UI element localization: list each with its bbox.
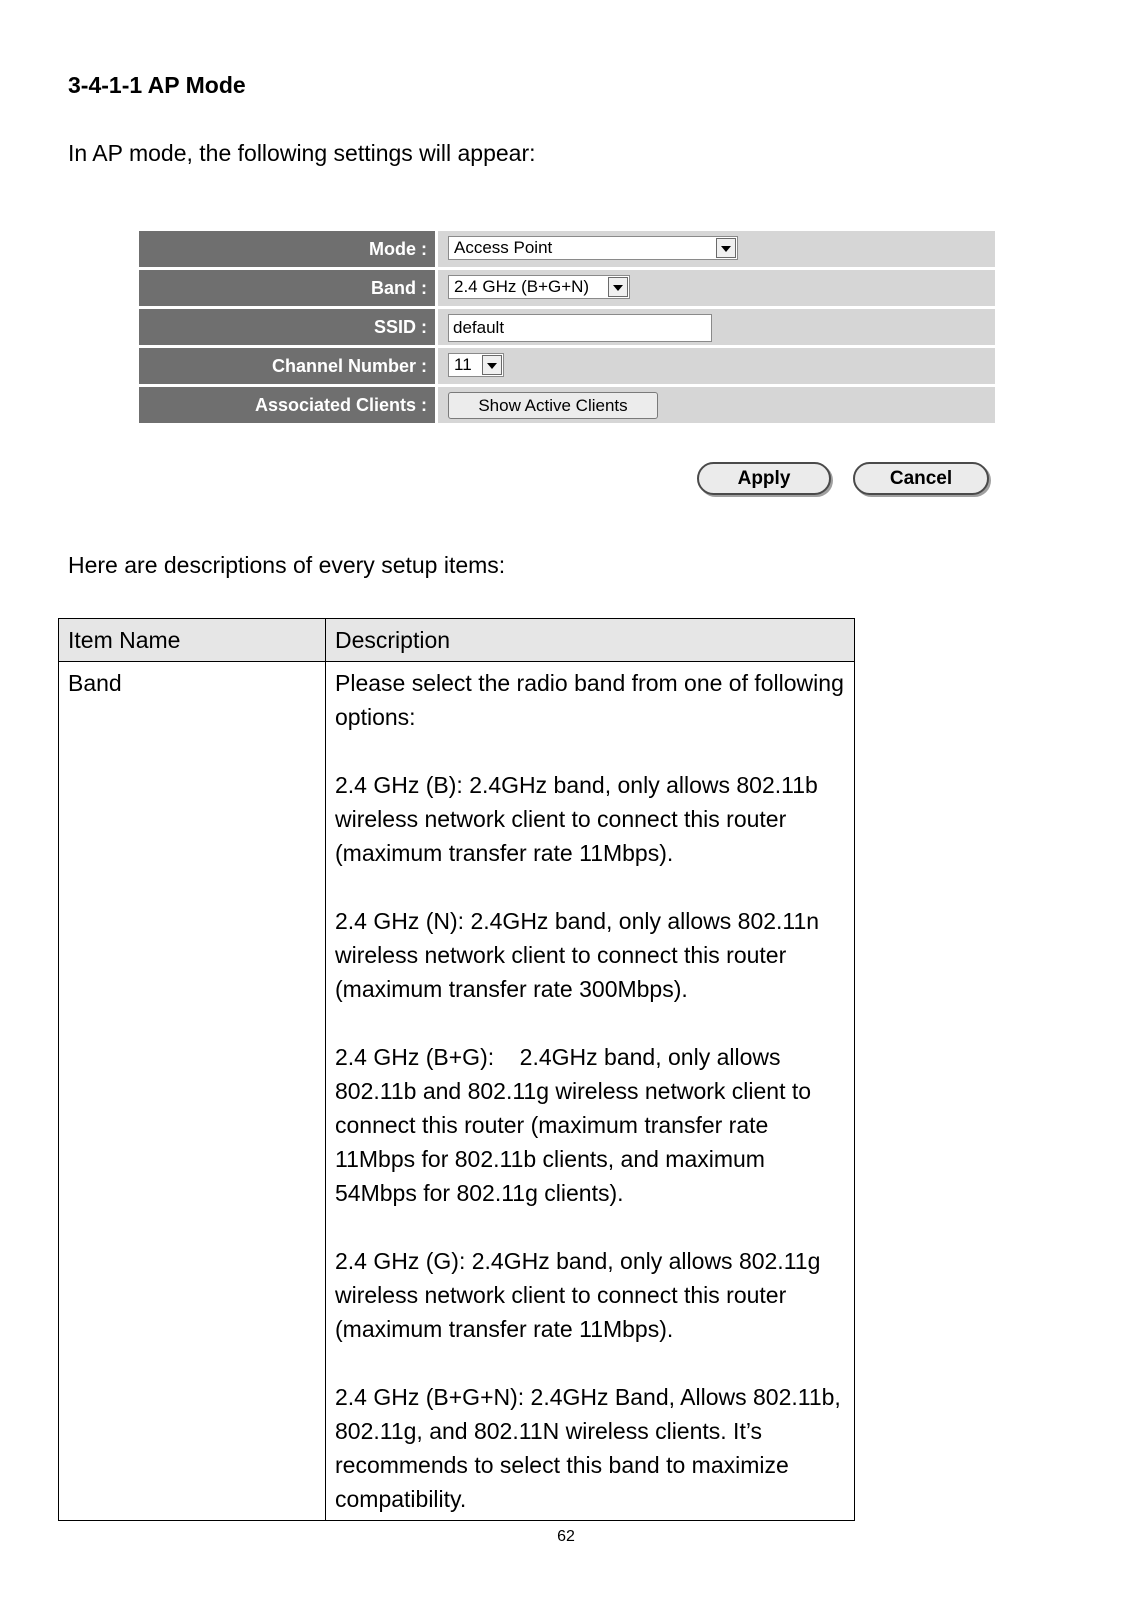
mode-select-value: Access Point <box>454 238 553 257</box>
chevron-down-icon <box>608 277 628 297</box>
description-paragraph: 2.4 GHz (B): 2.4GHz band, only allows 802.11b wireless network client to connect this router (maximum transfer rate 11Mbps). <box>335 772 818 866</box>
clients-label: Associated Clients : <box>139 387 435 423</box>
channel-select-value: 11 <box>454 355 472 374</box>
description-table <box>58 618 855 1521</box>
mode-row <box>139 231 995 267</box>
header-item-name: Item Name <box>59 619 326 662</box>
description-paragraph: 2.4 GHz (N): 2.4GHz band, only allows 802.11n wireless network client to connect this router (maximum transfer rate 300Mbps). <box>335 908 820 1002</box>
cancel-button[interactable]: Cancel <box>853 462 989 495</box>
row-description <box>326 662 855 1521</box>
ssid-input[interactable]: default <box>448 314 712 342</box>
band-select[interactable] <box>448 275 630 299</box>
page-number: 62 <box>557 1528 575 1545</box>
ap-settings-panel <box>139 231 995 426</box>
mode-label: Mode : <box>139 231 435 267</box>
description-paragraph: Please select the radio band from one of following options: <box>335 670 844 730</box>
description-paragraph: 2.4 GHz (B+G): 2.4GHz band, only allows 802.11b and 802.11g wireless network client to connect this router (maximum transfer rate 11Mbps for 802.11b clients, and maximum 54Mbps for 802.11g clients). <box>335 1044 818 1206</box>
band-row <box>139 270 995 306</box>
show-active-clients-button[interactable]: Show Active Clients <box>448 392 658 419</box>
descriptions-intro: Here are descriptions of every setup items: <box>68 552 506 578</box>
ssid-label: SSID : <box>139 309 435 345</box>
band-label: Band : <box>139 270 435 306</box>
table-row <box>59 662 855 1521</box>
description-paragraph: 2.4 GHz (G): 2.4GHz band, only allows 802.11g wireless network client to connect this router (maximum transfer rate 11Mbps). <box>335 1248 821 1342</box>
section-heading: 3-4-1-1 AP Mode <box>68 72 246 98</box>
row-item-name: Band <box>59 662 326 1521</box>
chevron-down-icon <box>716 238 736 258</box>
channel-label: Channel Number : <box>139 348 435 384</box>
channel-select[interactable] <box>448 353 504 377</box>
channel-row <box>139 348 995 384</box>
chevron-down-icon <box>482 355 502 375</box>
band-select-value: 2.4 GHz (B+G+N) <box>454 277 590 296</box>
mode-select[interactable] <box>448 236 738 260</box>
header-description: Description <box>326 619 855 662</box>
table-header-row <box>59 619 855 662</box>
clients-row <box>139 387 995 423</box>
description-paragraph: 2.4 GHz (B+G+N): 2.4GHz Band, Allows 802.11b, 802.11g, and 802.11N wireless clients. It’s recommends to select this band to maximize compatibility. <box>335 1384 841 1512</box>
apply-button[interactable]: Apply <box>697 462 831 495</box>
ssid-row <box>139 309 995 345</box>
intro-text: In AP mode, the following settings will appear: <box>68 140 536 166</box>
